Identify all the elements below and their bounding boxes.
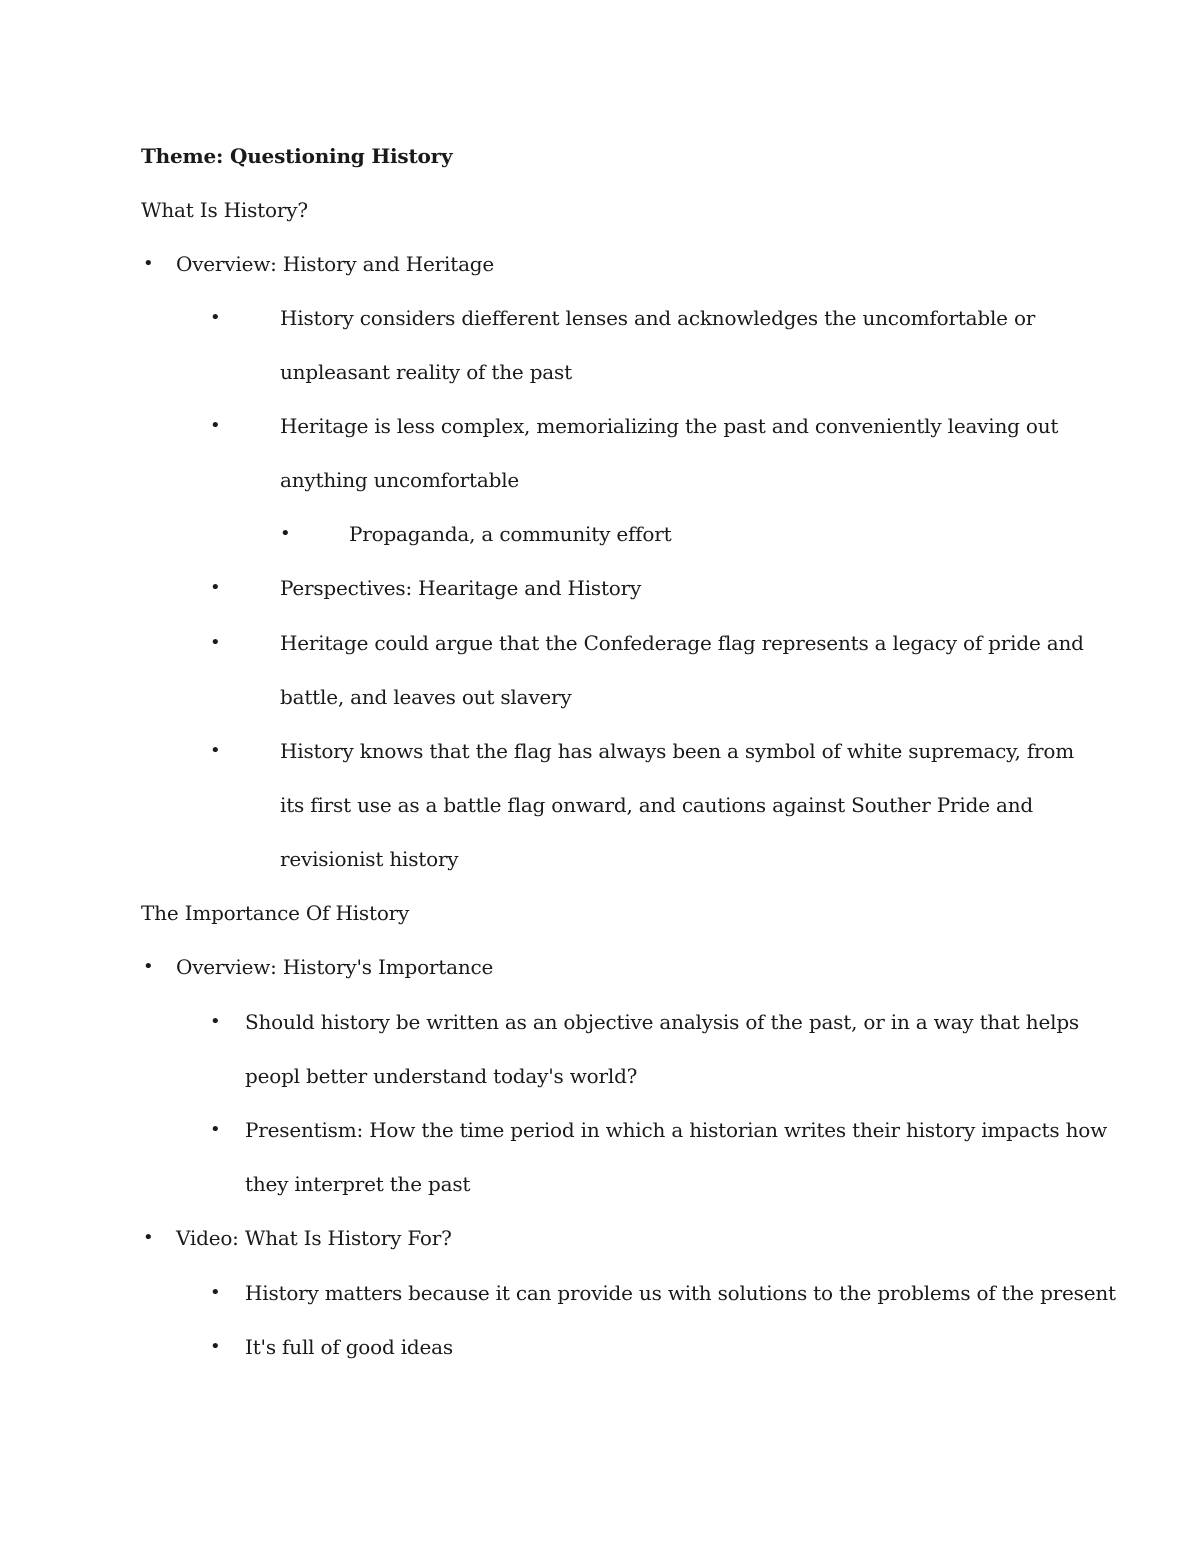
bullet-icon: • [210,577,221,598]
list-item: History knows that the flag has always been a symbol of white supremacy, from [280,739,1075,763]
bullet-icon: • [210,1336,221,1357]
list-item: It's full of good ideas [245,1335,453,1359]
document-title: Theme: Questioning History [141,144,453,168]
bullet-icon: • [210,1119,221,1140]
list-item: Video: What Is History For? [176,1226,452,1250]
list-item-continuation: peopl better understand today's world? [245,1064,638,1088]
section-heading-what-is-history: What Is History? [141,198,308,222]
bullet-icon: • [210,1011,221,1032]
bullet-icon: • [210,307,221,328]
list-item: Overview: History and Heritage [176,252,495,276]
list-item-continuation: battle, and leaves out slavery [280,685,572,709]
list-item-continuation: they interpret the past [245,1172,471,1196]
bullet-icon: • [280,523,291,544]
list-item: Perspectives: Hearitage and History [280,576,642,600]
list-item-continuation: anything uncomfortable [280,468,520,492]
list-item: Propaganda, a community effort [349,522,672,546]
list-item: Presentism: How the time period in which a historian writes their history impacts how [245,1118,1108,1142]
bullet-icon: • [143,956,154,977]
list-item: Should history be written as an objective analysis of the past, or in a way that helps [245,1010,1079,1034]
list-item-continuation: its first use as a battle flag onward, and cautions against Souther Pride and [280,793,1033,817]
list-item: Overview: History's Importance [176,955,494,979]
list-item: History matters because it can provide us with solutions to the problems of the present [245,1281,1116,1305]
list-item-continuation: revisionist history [280,847,459,871]
bullet-icon: • [210,740,221,761]
list-item: Heritage is less complex, memorializing the past and conveniently leaving out [280,414,1059,438]
bullet-icon: • [210,632,221,653]
section-heading-importance-of-history: The Importance Of History [141,901,410,925]
list-item: History considers diefferent lenses and acknowledges the uncomfortable or [280,306,1036,330]
bullet-icon: • [210,415,221,436]
bullet-icon: • [143,1227,154,1248]
bullet-icon: • [210,1282,221,1303]
list-item: Heritage could argue that the Confederage flag represents a legacy of pride and [280,631,1084,655]
list-item-continuation: unpleasant reality of the past [280,360,572,384]
bullet-icon: • [143,253,154,274]
